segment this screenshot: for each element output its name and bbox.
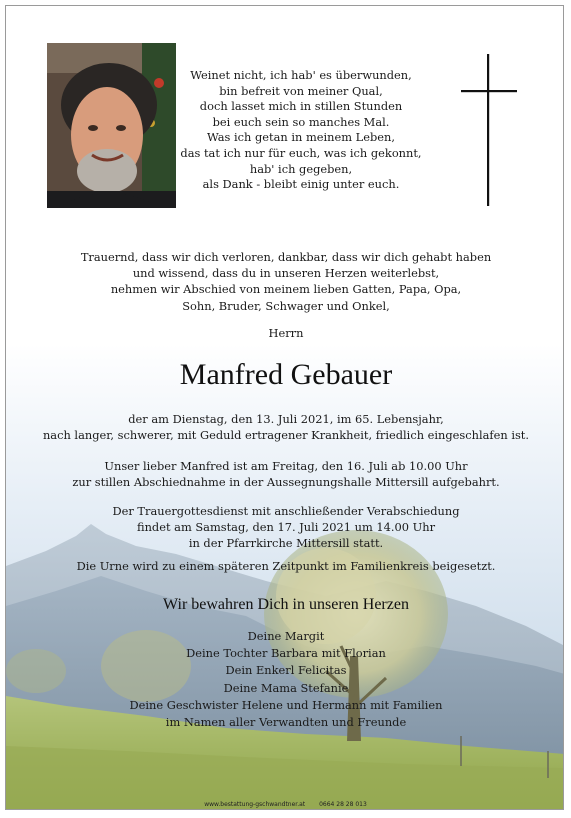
lying-in-state: [16, 458, 556, 490]
footer: [6, 801, 564, 808]
mourner-item: Deine Mama Stefanie: [223, 680, 349, 695]
footer-phone: 0664 28 28 013: [319, 801, 367, 808]
mourner-item: Dein Enkerl Felicitas: [225, 663, 347, 678]
urn-notice: Die Urne wird zu einem späteren Zeitpunkt im Familienkreis beigesetzt.: [76, 559, 496, 573]
obituary-card: [5, 5, 564, 810]
intro-line: und wissend, dass du in unseren Herzen weiterlebst,: [132, 266, 440, 281]
poem-line: doch lasset mich in stillen Stunden: [199, 99, 403, 114]
intro-line: Trauernd, dass wir dich verloren, dankbar, dass wir dich gehabt haben: [80, 250, 492, 264]
poem-line: bin befreit von meiner Qual,: [219, 83, 383, 98]
poem-line: hab' ich gegeben,: [249, 161, 353, 176]
mourner-item: Deine Geschwister Helene und Hermann mit Familien: [129, 697, 443, 712]
footer-website[interactable]: www.bestattung-gschwandtner.at: [204, 801, 306, 808]
death-notice: [16, 411, 556, 443]
mourner-item: im Namen aller Verwandten und Freunde: [165, 715, 407, 730]
death-notice-line: nach langer, schwerer, mit Geduld ertragener Krankheit, friedlich eingeschlafen ist.: [42, 428, 530, 443]
poem-line: das tat ich nur für euch, was ich gekonnt,: [180, 145, 422, 160]
deceased-name: Manfred Gebauer: [179, 358, 393, 391]
portrait-icon: [47, 43, 176, 208]
service-line: findet am Samstag, den 17. Juli 2021 um 14.00 Uhr: [136, 520, 436, 535]
poem-line: als Dank - bleibt einig unter euch.: [202, 177, 400, 192]
service-line: Der Trauergottesdienst mit anschließender Verabschiedung: [112, 504, 460, 518]
funeral-service: [16, 503, 556, 552]
poem-line: bei euch sein so manches Mal.: [212, 114, 390, 129]
portrait-photo: [47, 43, 176, 208]
intro-line: Sohn, Bruder, Schwager und Onkel,: [182, 298, 390, 313]
poem-line: Was ich getan in meinem Leben,: [207, 130, 395, 145]
service-line: in der Pfarrkirche Mittersill statt.: [188, 536, 384, 551]
intro-line: nehmen wir Abschied von meinem lieben Gatten, Papa, Opa,: [110, 282, 462, 297]
death-notice-line: der am Dienstag, den 13. Juli 2021, im 65. Lebensjahr,: [128, 412, 444, 426]
mourner-item: Deine Tochter Barbara mit Florian: [186, 646, 386, 661]
lying-in-state-line: zur stillen Abschiednahme in der Aussegnungshalle Mittersill aufgebahrt.: [72, 475, 500, 490]
poem-line: Weinet nicht, ich hab' es überwunden,: [190, 68, 412, 82]
intro-text: [26, 249, 546, 314]
lying-in-state-line: Unser lieber Manfred ist am Freitag, den 16. Juli ab 10.00 Uhr: [104, 459, 468, 473]
salutation: Herrn: [268, 326, 304, 340]
cross-icon: [461, 54, 517, 206]
mourners-list: [26, 628, 546, 731]
mourner-item: Deine Margit: [247, 629, 325, 643]
blessing-heading: Wir bewahren Dich in unseren Herzen: [163, 596, 409, 613]
poem: [166, 68, 436, 193]
